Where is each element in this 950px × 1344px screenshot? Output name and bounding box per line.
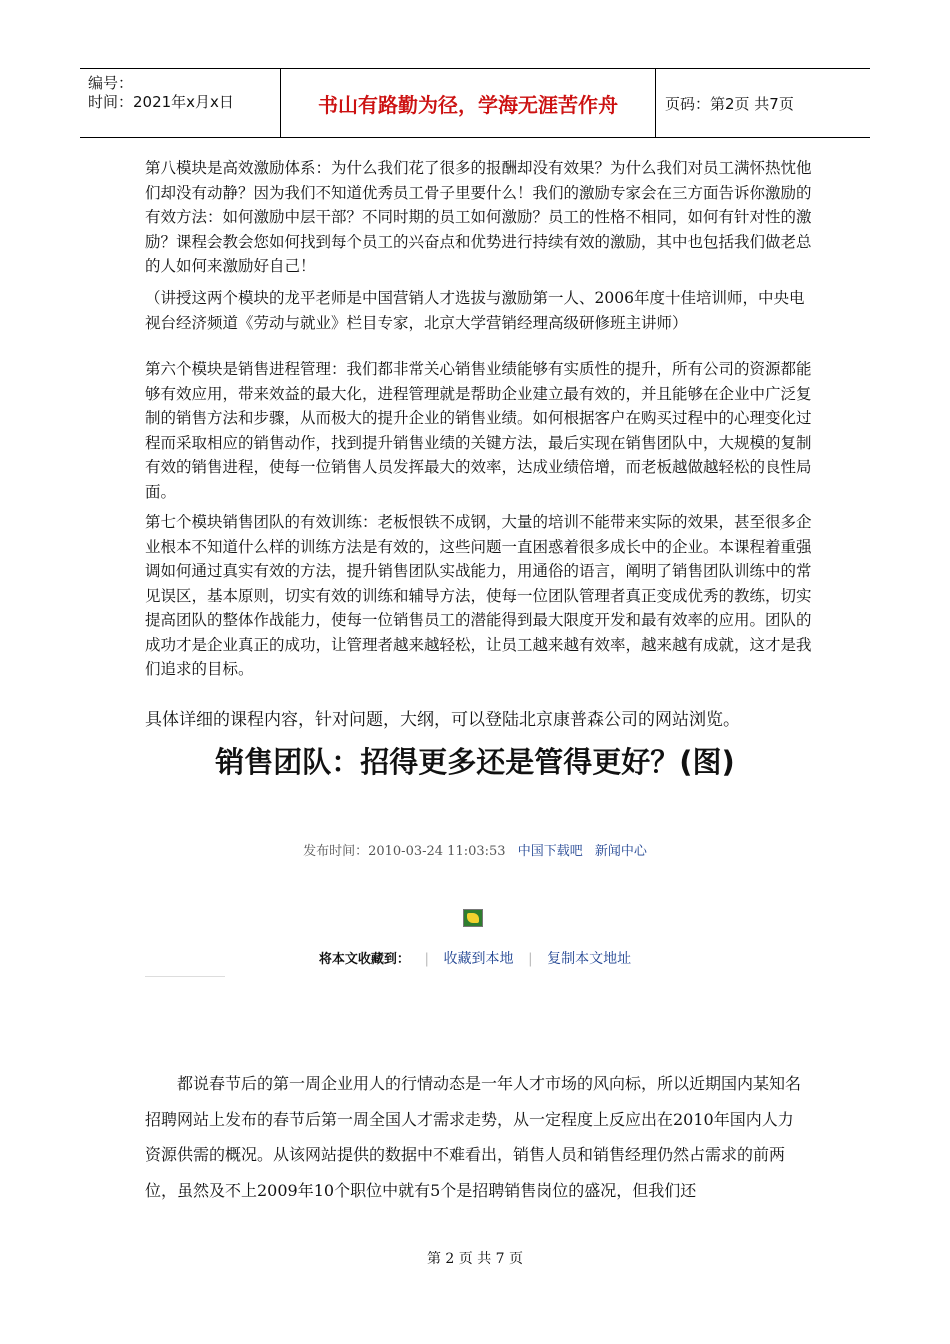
header-table xyxy=(80,68,870,138)
publish-time: 发布时间：2010-03-24 11:03:53 xyxy=(303,844,506,859)
publish-meta xyxy=(0,840,950,859)
page-label: 页码：第2页 共7页 xyxy=(665,94,794,113)
paragraph-teacher-note: （讲授这两个模块的龙平老师是中国营销人才选拔与激励第一人、2006年度十佳培训师，中央电视台经济频道《劳动与就业》栏目专家，北京大学营销经理高级研修班主讲师） xyxy=(145,289,805,332)
news-center-link[interactable]: 新闻中心 xyxy=(594,844,647,859)
code-label: 编号： xyxy=(88,74,134,92)
page-footer: 第 2 页 共 7 页 xyxy=(426,1251,524,1267)
motto: 书山有路勤为径，学海无涯苦作舟 xyxy=(281,69,656,137)
time-label: 时间：2021年x月x日 xyxy=(88,93,234,111)
paragraph-module6: 第六个模块是销售进程管理：我们都非常关心销售业绩能够有实质性的提升，所有公司的资源都能够有效应用，带来效益的最大化，进程管理就是帮助企业建立最有效的，并且能够在企业中广泛复制的销售方法和步骤，从而极大的提升企业的销售业绩。如何根据客户在购买过程中的心理变化过程而采取相应的销售动作，找到提升销售业绩的关键方法，最后实现在销售团队中，大规模的复制有效的销售进程，使每一位销售人员发挥最大的效率，达成业绩倍增，而老板越做越轻松的良性局面。 xyxy=(145,360,812,501)
favorite-label: 将本文收藏到： xyxy=(318,952,410,967)
separator: | xyxy=(424,951,430,967)
favorite-bar xyxy=(0,948,950,968)
paragraph-module8: 第八模块是高效激励体系：为什么我们花了很多的报酬却没有效果？为什么我们对员工满怀热忱他们却没有动静？因为我们不知道优秀员工骨子里要什么！我们的激励专家会在三方面告诉你激励的有效方法：如何激励中层干部？不同时期的员工如何激励？员工的性格不相同，如何有针对性的激励？课程会教会您如何找到每个员工的兴奋点和优势进行持续有效的激励，其中也包括我们做老总的人如何来激励好自己！ xyxy=(145,159,812,275)
bookmark-icon[interactable] xyxy=(463,909,483,927)
paragraph-details: 具体详细的课程内容，针对问题，大纲，可以登陆北京康普森公司的网站浏览。 xyxy=(145,710,740,730)
source-link[interactable]: 中国下载吧 xyxy=(517,844,583,859)
article-body xyxy=(145,1066,807,1208)
divider xyxy=(145,976,225,977)
article-title: 销售团队：招得更多还是管得更好？(图) xyxy=(215,745,735,779)
paragraph-module7: 第七个模块销售团队的有效训练：老板恨铁不成钢，大量的培训不能带来实际的效果，甚至很多企业根本不知道什么样的训练方法是有效的，这些问题一直困惑着很多成长中的企业。本课程着重强调如何通过真实有效的方法，提升销售团队实战能力，用通俗的语言，阐明了销售团队训练中的常见误区，基本原则，切实有效的训练和辅导方法，使每一位团队管理者真正变成优秀的教练，切实提高团队的整体作战能力，使每一位销售员工的潜能得到最大限度开发和最有效率的应用。团队的成功才是企业真正的成功，让管理者越来越轻松，让员工越来越有效率，越来越有成就，这才是我们追求的目标。 xyxy=(145,513,812,678)
header-info-cell xyxy=(80,69,281,137)
copy-url-link[interactable]: 复制本文地址 xyxy=(547,951,632,967)
save-local-link[interactable]: 收藏到本地 xyxy=(443,951,514,967)
article-body-text: 都说春节后的第一周企业用人的行情动态是一年人才市场的风向标，所以近期国内某知名招聘网站上发布的春节后第一周全国人才需求走势，从一定程度上反应出在2010年国内人力资源供需的概况。从该网站提供的数据中不难看出，销售人员和销售经理仍然占需求的前两位，虽然及不上2009年10个职位中就有5个是招聘销售岗位的盛况，但我们还 xyxy=(145,1074,802,1200)
separator: | xyxy=(527,951,533,967)
